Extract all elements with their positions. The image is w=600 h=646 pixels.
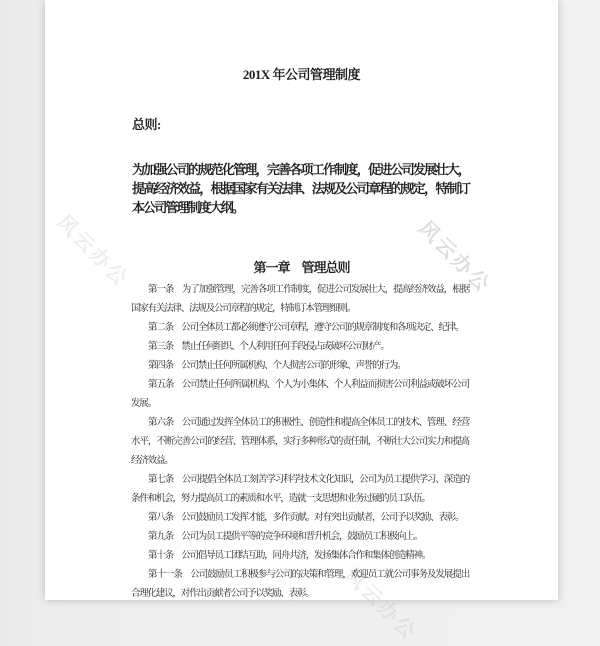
text-line: 水平，不断完善公司的经营、管理体系，实行多种形式的责任制，不断壮大公司实力和提高 [131, 437, 469, 447]
text-line: 条件和机会，努力提高员工的素质和水平，造就一支思想和业务过硬的员工队伍。 [131, 494, 430, 504]
text-line: 第四条 公司禁止任何所属机构、个人损害公司的形象、声誉的行为。 [148, 361, 406, 371]
text-line: 第五条 公司禁止任何所属机构、个人为小集体、个人利益而损害公司利益或破坏公司 [148, 380, 469, 390]
watermark-text: 风云办公 [340, 564, 421, 645]
text-line: 第八条 公司鼓励员工发挥才能，多作贡献。对有突出贡献者，公司予以奖励、表彰。 [148, 513, 464, 523]
text-line: 第一条 为了加强管理，完善各项工作制度，促进公司发展壮大，提高经济效益，根据 [148, 285, 469, 295]
watermark-text: 风云办公 [414, 217, 495, 298]
text-line: 第三条 禁止任何组织、个人利用任何手段侵占或破坏公司财产。 [148, 342, 389, 352]
text-line: 经济效益。 [131, 456, 173, 466]
watermark-text: 风云办公 [52, 211, 133, 292]
text-line: 合理化建议，对作出贡献者公司予以奖励、表彰。 [131, 589, 314, 599]
text-line: 第十一条 公司鼓励员工积极参与公司的决策和管理，欢迎员工就公司事务及发展提出 [148, 570, 469, 580]
chapter-heading: 第一章 管理总则 [253, 260, 350, 275]
document-page [45, 0, 558, 645]
text-line: 第二条 公司全体员工都必须遵守公司章程，遵守公司的规章制度和各项决定、纪律。 [148, 323, 464, 333]
intro-paragraph [132, 156, 469, 213]
text-line: 第七条 公司提倡全体员工刻苦学习科学技术文化知识，公司为员工提供学习、深造的 [148, 475, 469, 485]
body-text [131, 281, 469, 604]
section-label: 总则: [132, 117, 161, 132]
intro-line: 本公司管理制度大纲。 [132, 200, 244, 215]
intro-line: 提高经济效益，根据国家有关法律、法规及公司章程的规定，特制订 [132, 181, 469, 196]
text-line: 第六条 公司通过发挥全体员工的积极性、创造性和提高全体员工的技术、管理、经营 [148, 418, 469, 428]
text-line: 国家有关法律、法规及公司章程的规定，特制订本管理细则。 [131, 304, 356, 314]
intro-line: 为加强公司的规范化管理，完善各项工作制度，促进公司发展壮大， [132, 162, 469, 177]
document-title: 201X 年公司管理制度 [242, 67, 361, 82]
text-line: 发展。 [131, 399, 156, 409]
text-line: 第九条 公司为员工提供平等的竞争环境和晋升机会，鼓励员工积极向上。 [148, 532, 422, 542]
text-line: 第十条 公司倡导员工团结互助，同舟共济，发扬集体合作和集体创造精神。 [148, 551, 431, 561]
